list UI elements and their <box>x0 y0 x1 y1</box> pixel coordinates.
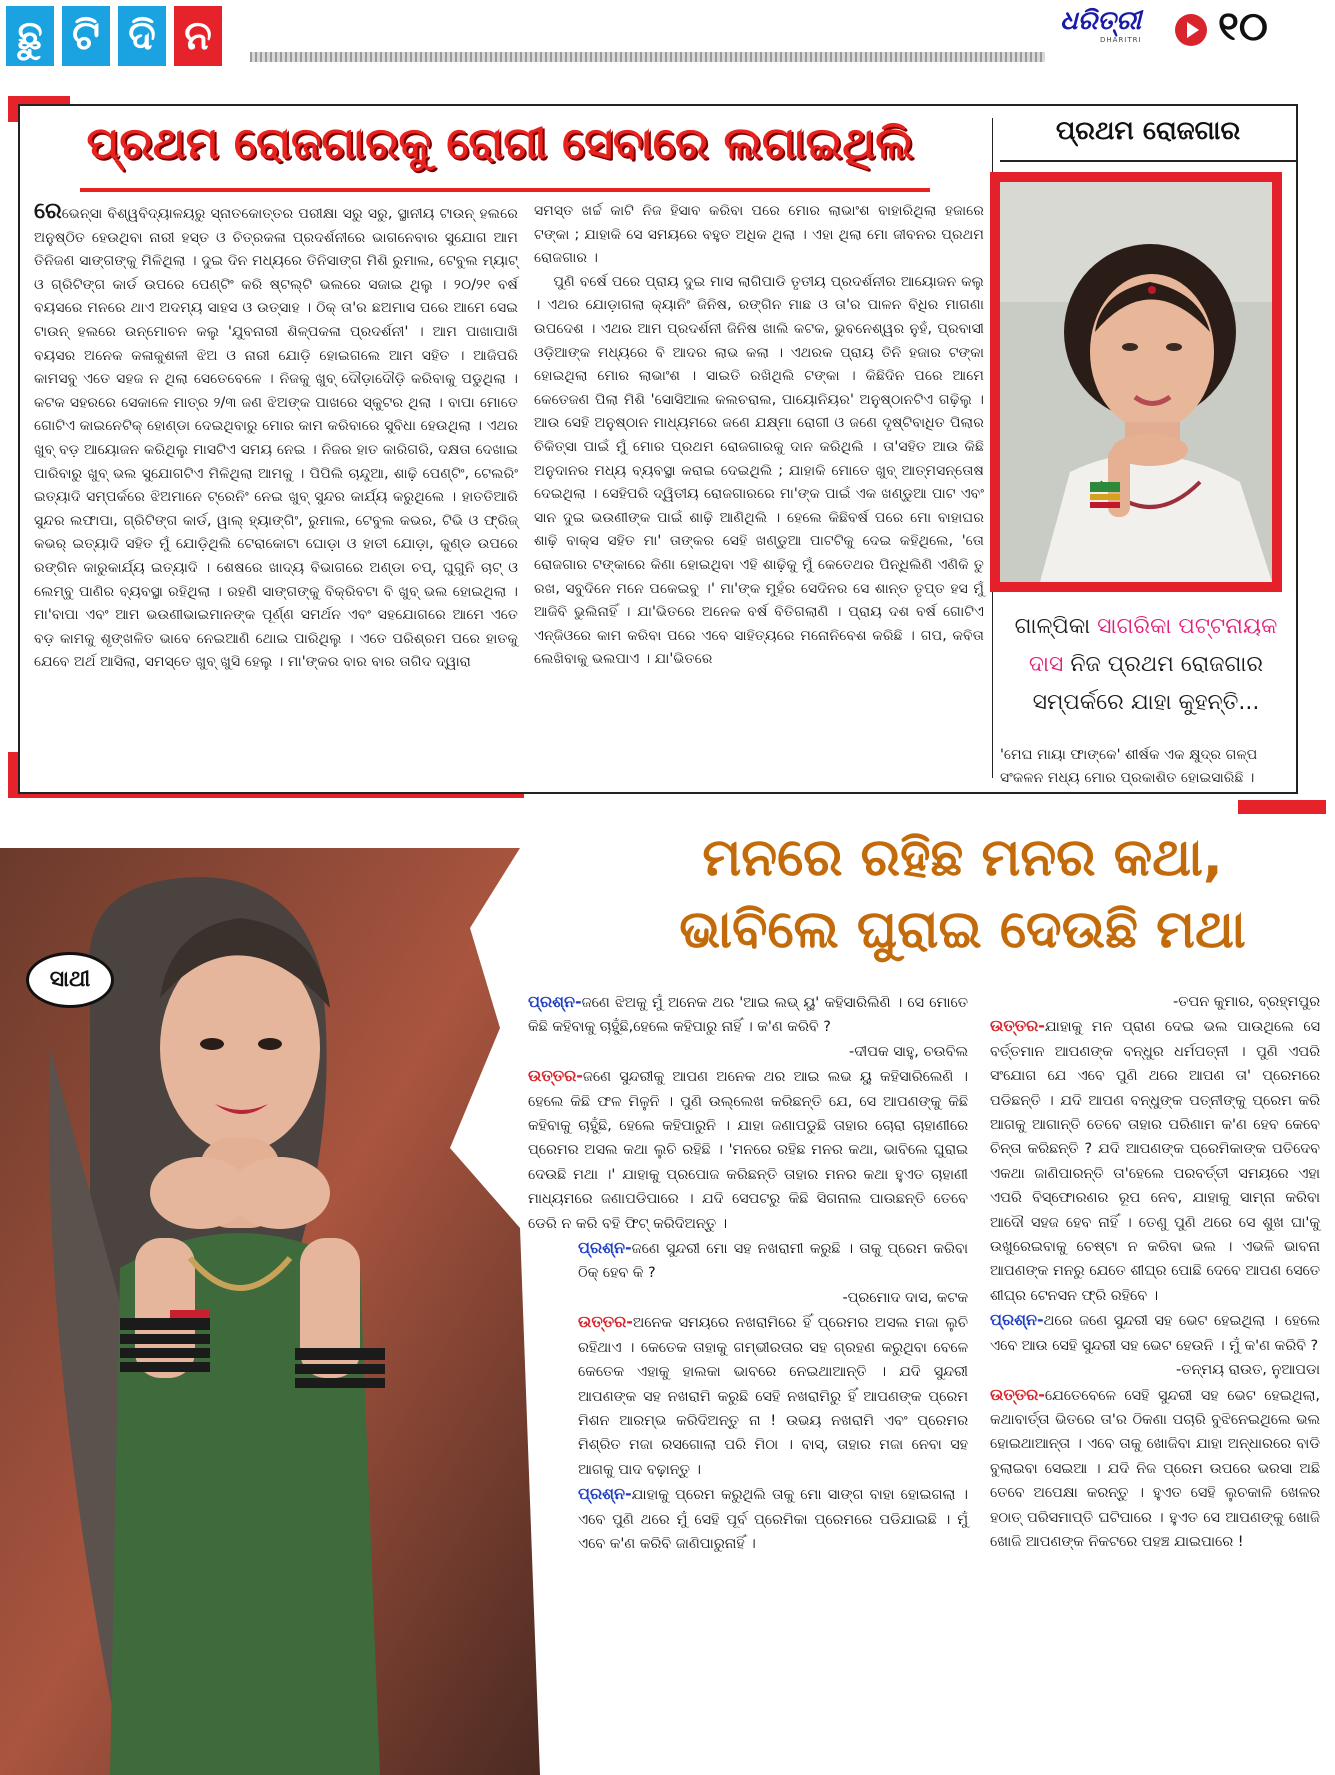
advice-headline-line-1: ମନରେ ରହିଛ ମନର କଥା, <box>702 828 1223 888</box>
article-column-2-para-1: ସମସ୍ତ ଖର୍ଚ୍ଚ କାଟି ନିଜ ହିସାବ କରିବା ପରେ ମୋର ଲାଭାଂଶ ବାହାରିଥିଲା ହଜାରେ ଟଙ୍କା ; ଯାହାକି ସେ ସମୟରେ ବହୁତ ଅଧିକ ଥିଲା । ଏହା ଥିଲା ମୋ ଜୀବନର ପ୍ରଥମ ରୋଜଗାର । <box>534 203 984 267</box>
qa-question-3-asker <box>990 990 1320 1014</box>
qa-answer-4 <box>990 1383 1320 1555</box>
qa-answer-2 <box>528 1310 968 1482</box>
question-asker: -ତପନ କୁମାର, ବ୍ରହ୍ମପୁର <box>1173 994 1320 1010</box>
brand-logo: ଧରିତ୍ରୀ <box>1060 6 1142 36</box>
masthead-rule <box>250 52 1045 62</box>
headline-underline <box>80 188 930 192</box>
question-text: ଜଣେ ସୁନ୍ଦରୀ ମୋ ସହ ନଖରାମୀ କରୁଛି । ତାକୁ ପ୍ରେମ କରିବା ଠିକ୍ ହେବ କି ? <box>578 1241 968 1282</box>
question-label: ପ୍ରଶ୍ନ- <box>990 1310 1044 1330</box>
author-portrait-frame <box>990 172 1282 592</box>
question-asker: -ତନ୍ମୟ ରାଉତ, ନୁଆପଡା <box>1176 1362 1320 1379</box>
qa-question-2 <box>528 1236 968 1310</box>
author-intro <box>1000 608 1292 722</box>
qa-column-right <box>990 990 1320 1554</box>
side-title-rule <box>1000 160 1296 162</box>
advice-headline <box>600 822 1325 966</box>
qa-question-4 <box>990 1308 1320 1382</box>
qa-question-1 <box>528 990 968 1064</box>
qa-question-3 <box>528 1482 968 1556</box>
red-accent-right <box>1238 800 1326 814</box>
author-intro-prefix: ଗାଳ୍ପିକା <box>1014 614 1098 639</box>
answer-text: ଜଣେ ସୁନ୍ଦରୀକୁ ଆପଣ ଅନେକ ଥର ଆଇ ଲଭ ୟୁ କହିସାରିଲେଣି । ହେଲେ କିଛି ଫଳ ମିଳୁନି । ପୁଣି ଉଲ୍ଲେଖ କରିଛନ୍ତି ଯେ, ସେ ଆପଣଙ୍କୁ କିଛି କହିବାକୁ ଚାହୁଁଛି, ହେଲେ କହିପାରୁନି । ଯାହା ଜଣାପଡୁଛି ତାହାର ଚୋରା ଚାହାଣୀରେ ପ୍ରେମର ଅସଲ କଥା ଲୁଚି ରହିଛି । 'ମନରେ ରହିଛ ମନର କଥା, ଭାବିଲେ ଘୁରାଇ ଦେଉଛି ମଥା ।' ଯାହାକୁ ପ୍ରପୋଜ କରିଛନ୍ତି ତାହାର ମନର କଥା ହୁଏତ ଚାହାଣୀ ମାଧ୍ୟମରେ ଜଣାପଡିପାରେ । ଯଦି ସେପଟରୁ କିଛି ସିଗନାଲ ପାଉଛନ୍ତି ତେବେ ଡେରି ନ କରି ବହି ଫିଟ୍ କରିଦିଅନ୍ତୁ । <box>528 1069 968 1232</box>
sathi-badge: ସାଥୀ <box>26 952 114 1008</box>
play-arrow-icon <box>1175 14 1207 46</box>
drop-cap: ରେ <box>34 199 62 224</box>
qa-answer-3 <box>990 1014 1320 1308</box>
question-text: ଯାହାକୁ ପ୍ରେମ କରୁଥିଲି ତାକୁ ମୋ ସାଙ୍ଗ ବାହା ହୋଇଗଲା । ଏବେ ପୁଣି ଥରେ ମୁଁ ସେହି ପୂର୍ବ ପ୍ରେମିକା ପ୍ରେମରେ ପଡିଯାଇଛି । ମୁଁ ଏବେ କ'ଣ କରିବି ଜାଣିପାରୁନାହିଁ । <box>578 1487 968 1552</box>
answer-label: ଉତ୍ତର- <box>990 1384 1045 1404</box>
question-label: ପ୍ରଶ୍ନ- <box>578 1484 632 1504</box>
question-text: ଥରେ ଜଣେ ସୁନ୍ଦରୀ ସହ ଭେଟ ହେଇଥିଲା । ହେଲେ ଏବେ ଆଉ ସେହି ସୁନ୍ଦରୀ ସହ ଭେଟ ହେଉନି । ମୁଁ କ'ଣ କରିବି ? <box>990 1313 1320 1354</box>
answer-label: ଉତ୍ତର- <box>990 1016 1045 1036</box>
section-letter-4: ନ <box>174 6 222 66</box>
side-title: ପ୍ରଥମ ରୋଜଗାର <box>1055 116 1241 146</box>
article-column-1 <box>34 200 518 675</box>
section-letter-3: ଦି <box>118 6 166 66</box>
author-intro-suffix: ନିଜ ପ୍ରଥମ ରୋଜଗାର ସମ୍ପର୍କରେ ଯାହା କୁହନ୍ତି... <box>1032 652 1264 715</box>
answer-label: ଉତ୍ତର- <box>578 1312 633 1332</box>
qa-answer-1 <box>528 1064 968 1236</box>
article-column-2-para-2: ପୁଣି ବର୍ଷେ ପରେ ପ୍ରାୟ ଦୁଇ ମାସ ଲାଗିପାଡି ତୃତୀୟ ପ୍ରଦର୍ଶନୀର ଆୟୋଜନ କଲୁ । ଏଥର ଯୋଡ଼ାଗଲା କ୍ୟାନିଂ ଜିନିଷ, ରଙ୍ଗିନ ମାଛ ଓ ତା'ର ପାଳନ ବିଧିର ମାଗଣା ଉପଦେଶ । ଏଥର ଆମ ପ୍ରଦର୍ଶନୀ ଜିନିଷ ଖାଲି କଟକ, ଭୁବନେଶ୍ୱର ନୁହଁ, ପ୍ରବାସୀ ଓଡ଼ିଆଙ୍କ ମଧ୍ୟରେ ବି ଆଦର ଲାଭ କଲା । ଏଥରକ ପ୍ରାୟ ତିନି ହଜାର ଟଙ୍କା ହୋଇଥିଲା ମୋର ଲାଭାଂଶ । ସାଇତି ରଖିଥିଲି ଟଙ୍କା । କିଛିଦିନ ପରେ ଆମେ କେତେଜଣ ପିଲା ମିଶି 'ସୋସିଆଲ କଲଚରାଲ, ପାୟୋନିୟର' ଅନୁଷ୍ଠାନଟିଏ ଗଢ଼ିଲୁ । ଆଉ ସେହି ଅନୁଷ୍ଠାନ ମାଧ୍ୟମରେ ଜଣେ ଯକ୍ଷ୍ମା ରୋଗୀ ଓ ଜଣେ ଦୃଷ୍ଟିବାଧିତ ପିଲାର ଚିକିତ୍ସା ପାଇଁ ମୁଁ ମୋର ପ୍ରଥମ ରୋଜଗାରକୁ ଦାନ କରିଥିଲି । ତା'ସହିତ ଆଉ କିଛି ଅନୁଦାନର ମଧ୍ୟ ବ୍ୟବସ୍ଥା କରାଇ ଦେଇଥିଲି ; ଯାହାକି ମୋତେ ଖୁବ୍ ଆତ୍ମସନ୍ତୋଷ ଦେଇଥିଲା । ସେହିପରି ଦ୍ୱିତୀୟ ରୋଜଗାରରେ ମା'ଙ୍କ ପାଇଁ ଏକ ଖଣ୍ଡୁଆ ପାଟ ଏବଂ ସାନ ଦୁଇ ଭଉଣୀଙ୍କ ପାଇଁ ଶାଢ଼ି ଆଣିଥିଲି । ହେଲେ କିଛିବର୍ଷ ପରେ ମୋ ବାହାଘର ଶାଢ଼ି ବାକ୍ସ ସହିତ ମା' ତାଙ୍କର ସେହି ଖଣ୍ଡୁଆ ପାଟଟିକୁ ଦେଇ କହିଥିଲେ, 'ତୋ ରୋଜଗାର ଟଙ୍କାରେ କିଣା ହୋଇଥିବା ଏହି ଶାଢ଼ିକୁ ମୁଁ କେତେଥର ପିନ୍ଧିଲିଣି ଏଣିକି ତୁ ରଖ, ସବୁଦିନେ ମନେ ପକେଇବୁ ।' ମା'ଙ୍କ ମୁହଁର ସେଦିନର ସେ ଶାନ୍ତ ତୃପ୍ତ ହସ ମୁଁ ଆଜିବି ଭୁଲିନାହିଁ । ଯା'ଭିତରେ ଅନେକ ବର୍ଷ ବିତିଗଲାଣି । ପ୍ରାୟ ଦଶ ବର୍ଷ ଗୋଟିଏ ଏନ୍‌ଜିଓରେ କାମ କରିବା ପରେ ଏବେ ସାହିତ୍ୟରେ ମନୋନିବେଶ କରିଛି । ଗପ, କବିତା ଲେଖିବାକୁ ଭଲପାଏ । ଯା'ଭିତରେ <box>534 273 984 668</box>
page-number: ୧୦ <box>1218 4 1268 50</box>
question-asker: -ଦୀପକ ସାହୁ, ଚଉବିଲ <box>849 1043 968 1060</box>
qa-column-left <box>528 990 968 1556</box>
top-headline: ପ୍ରଥମ ରୋଜଗାରକୁ ରୋଗୀ ସେବାରେ ଲଗାଇଥିଲି <box>86 118 914 169</box>
answer-text: ଯାହାକୁ ମନ ପ୍ରାଣ ଦେଇ ଭଲ ପାଉଥିଲେ ସେ ବର୍ତ୍ତମାନ ଆପଣଙ୍କ ବନ୍ଧୁର ଧର୍ମପତ୍ନୀ । ପୁଣି ଏପରି ସଂଯୋଗ ଯେ ଏବେ ପୁଣି ଥରେ ଆପଣ ତା' ପ୍ରେମରେ ପଡିଛନ୍ତି । ଯଦି ଆପଣ ବନ୍ଧୁଙ୍କ ପତ୍ନୀଙ୍କୁ ପ୍ରେମ କରି ଆଗକୁ ଆଗାନ୍ତି ତେବେ ତାହାର ପରିଣାମ କ'ଣ ହେବ କେବେ ଚିନ୍ତା କରିଛନ୍ତି ? ଯଦି ଆପଣଙ୍କ ପ୍ରେମିକାଙ୍କ ପତିଦେବ ଏକଥା ଜାଣିପାରନ୍ତି ତା'ହେଲେ ପରବର୍ତ୍ତୀ ସମୟରେ ଏହା ଏପରି ବିସ୍ଫୋରଣର ରୂପ ନେବ, ଯାହାକୁ ସାମ୍ନା କରିବା ଆଦୌ ସହଜ ହେବ ନାହିଁ । ତେଣୁ ପୁଣି ଥରେ ସେ ଶୁଖ ଘା'କୁ ଉଖୁରେଇବାକୁ ଚେଷ୍ଟା ନ କରିବା ଭଲ । ଏଭଳି ଭାବନା ଆପଣଙ୍କ ମନରୁ ଯେତେ ଶୀଘ୍ର ପୋଛି ଦେବେ ଆପଣ ସେତେ ଶୀଘ୍ର ଟେନସନ ଫ୍ରି ରହିବେ । <box>990 1019 1320 1304</box>
author-portrait <box>1000 182 1272 582</box>
question-text: ଜଣେ ଝିଅକୁ ମୁଁ ଅନେକ ଥର 'ଆଇ ଲଭ୍ ୟୁ' କହିସାରିଲିଣି । ସେ ମୋତେ କିଛି କହିବାକୁ ଚାହୁଁଛି,ହେଲେ କହିପାରୁ ନାହିଁ । କ'ଣ କରିବି ? <box>528 995 968 1036</box>
article-column-1-text: ଭେନ୍ସା ବିଶ୍ୱବିଦ୍ୟାଳୟରୁ ସ୍ନାତକୋତ୍ତର ପରୀକ୍ଷା ସରୁ ସରୁ, ସ୍ଥାନୀୟ ଟାଉନ୍ ହଲରେ ଅନୁଷ୍ଠିତ ହେଉଥିବା ନାରୀ ହସ୍ତ ଓ ଚିତ୍ରକଳା ପ୍ରଦର୍ଶନୀରେ ଭାଗନେବାର ସୁଯୋଗ ଆମ ତିନିଜଣ ସାଙ୍ଗଙ୍କୁ ମିଳିଥିଲା । ଦୁଇ ଦିନ ମଧ୍ୟରେ ତିନିସାଙ୍ଗ ମିଶି ରୁମାଲ, ଟେବୁଲ ମ୍ୟାଟ୍ ଓ ଗ୍ରିଟିଙ୍ଗ କାର୍ଡ ଉପରେ ପେଣ୍ଟିଂ କରି ଷ୍ଟଲ୍‌ଟି ଭଲରେ ସଜାଇ ଥିଲୁ । ୨୦/୨୧ ବର୍ଷ ବୟସରେ ମନରେ ଥାଏ ଅଦମ୍ୟ ସାହସ ଓ ଉତ୍ସାହ । ଠିକ୍ ତା'ର ଛଅମାସ ପରେ ଆମେ ସେଇ ଟାଉନ୍ ହଲରେ ଉନ୍ମୋଚନ କଲୁ 'ଯୁବନାରୀ ଶିଳ୍ପକଳା ପ୍ରଦର୍ଶନୀ' । ଆମ ପାଖାପାଖି ବୟସର ଅନେକ କଳାକୁଶଳୀ ଝିଅ ଓ ନାରୀ ଯୋଡ଼ି ହୋଇଗଲେ ଆମ ସହିତ । ଆଜିପରି କାମସବୁ ଏତେ ସହଜ ନ ଥିଲା ସେତେବେଳେ । ନିଜକୁ ଖୁବ୍ ଦୌଡ଼ାଦୌଡ଼ି କରିବାକୁ ପଡୁଥିଲା । କଟକ ସହରରେ ସେକାଳେ ମାତ୍ର ୨/୩ ଜଣ ଝିଅଙ୍କ ପାଖରେ ସ୍କୁଟର ଥିଲା । ବାପା ମୋତେ ଗୋଟିଏ କାଇନେଟିକ୍ ହୋଣ୍ଡା ଦେଇଥିବାରୁ ମୋର କାମ କରିବାରେ ସୁବିଧା ହେଉଥିଲା । ଏଥର ଖୁବ୍ ବଡ଼ ଆୟୋଜନ କରିଥିଲୁ ମାସଟିଏ ସମୟ ନେଇ । ନିଜର ହାତ କାରିଗରି, ଦକ୍ଷତା ଦେଖାଇ ପାରିବାରୁ ଖୁବ୍ ଭଲ ସୁଯୋଗଟିଏ ମିଳିଥିଲା ଆମକୁ । ପିପିଲି ଚାନ୍ଦୁଆ, ଶାଢ଼ି ପେଣ୍ଟିଂ, ଟେଲରିଂ ଇତ୍ୟାଦି ସମ୍ପର୍କରେ ଝିଅମାନେ ଟ୍ରେନିଂ ନେଇ ଖୁବ୍ ସୁନ୍ଦର କାର୍ଯ୍ୟ କରୁଥିଲେ । ହାତତିଆରି ସୁନ୍ଦର ଲଫାପା, ଗ୍ରିଟିଙ୍ଗ କାର୍ଡ, ୱାଲ୍ ହ୍ୟାଙ୍ଗିଂ, ରୁମାଲ, ଟେବୁଲ କଭର, ଟିଭି ଓ ଫ୍ରିଜ୍ କଭର୍ ଇତ୍ୟାଦି ସହିତ ମୁଁ ଯୋଡ଼ିଥିଲି ଟେରାକୋଟା ଘୋଡ଼ା ଓ ହାତୀ ଯୋଡ଼ା, କୁଣ୍ଡ ଉପରେ ରଙ୍ଗିନ କାରୁକାର୍ଯ୍ୟ ଇତ୍ୟାଦି । ଶେଷରେ ଖାଦ୍ୟ ବିଭାଗରେ ଅଣ୍ଡା ଚପ୍, ଘୁଗୁନି ଚାଟ୍ ଓ ଲେମ୍ବୁ ପାଣିର ବ୍ୟବସ୍ଥା ରହିଥିଲା । ରହଣି ସାଙ୍ଗଙ୍କୁ ବିକ୍ରିବଟା ବି ଖୁବ୍ ଭଲ ହୋଇଥିଲା । ମା'ବାପା ଏବଂ ଆମ ଭଉଣୀଭାଇମାନଙ୍କ ପୂର୍ଣ୍ଣ ସମର୍ଥନ ଏବଂ ସହଯୋଗରେ ଆମେ ଏତେ ବଡ଼ କାମକୁ ଶୃଙ୍ଖଳିତ ଭାବେ ନେଇଆଣି ଥୋଇ ପାରିଥିଲୁ । ଏତେ ପରିଶ୍ରମ ପରେ ହାତକୁ ଯେବେ ଅର୍ଥ ଆସିଲା, ସମସ୍ତେ ଖୁବ୍ ଖୁସି ହେଲୁ । ମା'ଙ୍କର ବାର ବାର ତାଗିଦ ଦ୍ୱାରା <box>34 206 518 671</box>
brand-subtitle: DHARITRI <box>1100 36 1142 44</box>
answer-text: ଯେତେବେଳେ ସେହି ସୁନ୍ଦରୀ ସହ ଭେଟ ହେଇଥିଲା, କଥାବାର୍ତ୍ତା ଭିତରେ ତା'ର ଠିକଣା ପଚାରି ବୁଝିନେଇଥିଲେ ଭଲ ହୋଇଥାଆନ୍ତା । ଏବେ ତାକୁ ଖୋଜିବା ଯାହା ଅନ୍ଧାରରେ ବାଡି ବୁଲାଇବା ସେଇଆ । ଯଦି ନିଜ ପ୍ରେମ ଉପରେ ଭରସା ଅଛି ତେବେ ଅପେକ୍ଷା କରନ୍ତୁ । ହୁଏତ ସେହି ଲୁଚକାଳି ଖେଳର ହଠାତ୍ ପରିସମାପ୍ତି ଘଟିପାରେ । ହୁଏତ ସେ ଆପଣଙ୍କୁ ଖୋଜି ଖୋଜି ଆପଣଙ୍କ ନିକଟରେ ପହଞ୍ଚ ଯାଇପାରେ ! <box>990 1387 1320 1550</box>
section-letter-1: ଛୁ <box>6 6 54 66</box>
question-label: ପ୍ରଶ୍ନ- <box>528 992 582 1011</box>
question-asker: -ପ୍ରମୋଦ ଦାସ, କଟକ <box>842 1289 968 1306</box>
advice-headline-line-2: ଭାବିଲେ ଘୁରାଇ ଦେଉଛି ମଥା <box>679 900 1246 960</box>
brand-block <box>1060 4 1330 54</box>
side-note: 'ମେଘ ମାୟା ଫାଙ୍କେ' ଶୀର୍ଷକ ଏକ କ୍ଷୁଦ୍ର ଗଳ୍ପ ସଂକଳନ ମଧ୍ୟ ମୋର ପ୍ରକାଶିତ ହୋଇସାରିଛି । <box>1000 747 1258 786</box>
question-label: ପ୍ରଶ୍ନ- <box>578 1238 632 1258</box>
answer-text: ଅନେକ ସମୟରେ ନଖରାମିରେ ହିଁ ପ୍ରେମର ଅସଲ ମଜା ଲୁଚି ରହିଥାଏ । କେତେକ ତାହାକୁ ଗମ୍ଭୀରତାର ସହ ଗ୍ରହଣ କରୁଥିବା ବେଳେ କେତେକ ଏହାକୁ ହାଲକା ଭାବରେ ନେଇଥାଆନ୍ତି । ଯଦି ସୁନ୍ଦରୀ ଆପଣଙ୍କ ସହ ନଖରାମି କରୁଛି ସେହି ନଖରାମିରୁ ହିଁ ଆପଣଙ୍କ ପ୍ରେମ ମିଶନ ଆରମ୍ଭ କରିଦିଅନ୍ତୁ ନା ! ଉଭୟ ନଖରାମି ଏବଂ ପ୍ରେମର ମିଶ୍ରିତ ମଜା ରସଗୋଲା ପରି ମିଠା । ବାସ୍, ତାହାର ମଜା ନେବା ସହ ଆଗକୁ ପାଦ ବଢ଼ାନ୍ତୁ । <box>578 1315 968 1478</box>
author-name: ସାଗରିକା ପଟ୍ଟନାୟକ ଦାସ <box>1028 614 1278 677</box>
answer-label: ଉତ୍ତର- <box>528 1066 583 1086</box>
section-letter-2: ଟି <box>62 6 110 66</box>
article-column-2 <box>534 200 984 672</box>
